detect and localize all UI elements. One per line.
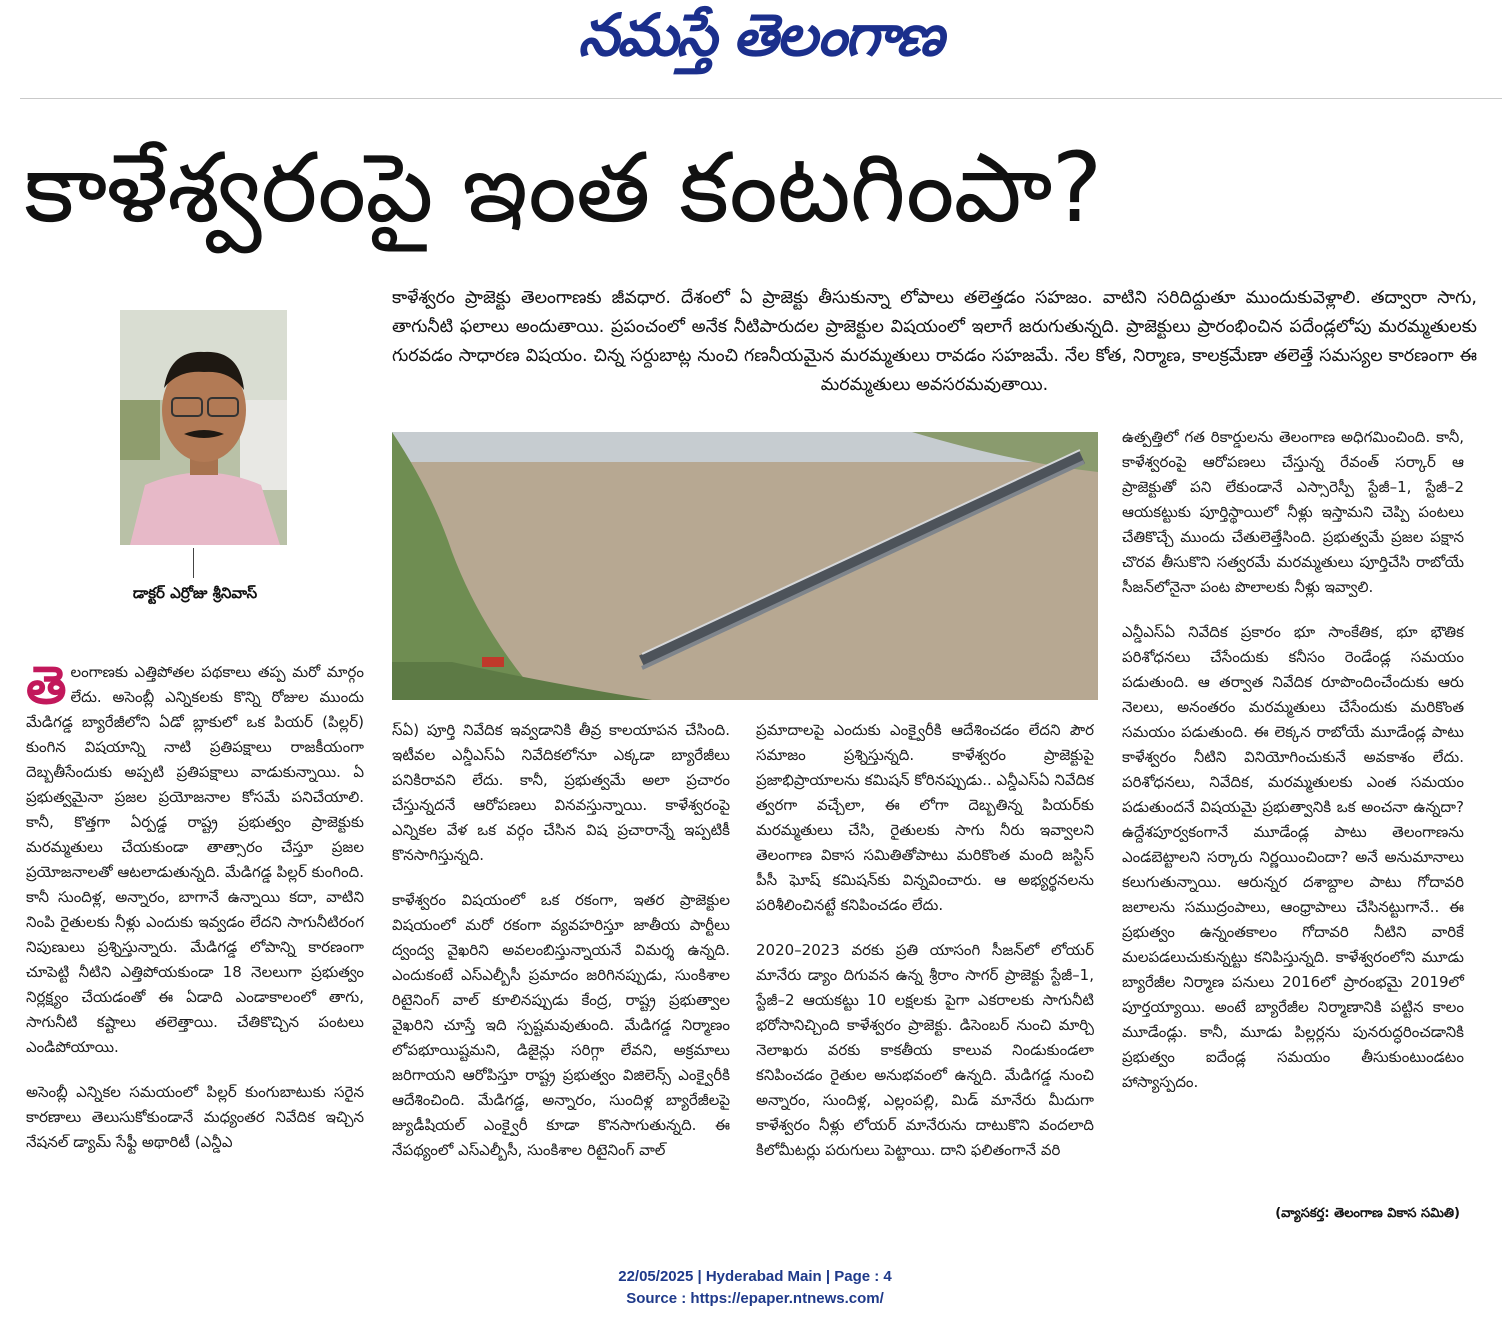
column-4-paragraph-2: ఎన్డీఎస్ఏ నివేదిక ప్రకారం భూ సాంకేతిక, భూ భౌతిక పరిశోధనలు చేసేందుకు కనీసం రెండేండ్ల సమయం పడుతుంది. ఆ తర్వాత నివేదిక రూపొందించేందుకు ఆరు నెలలు, అనంతరం మరమ్మతులు చేసేందుకు మరికొంత సమయం పడుతుంది. ఈ లెక్కన రాబోయే మూడేండ్ల పాటు కాళేశ్వరం నీటిని వినియోగించుకునే అవకాశం లేదు. పరిశోధనలు, నివేదిక, మరమ్మతులకు ఎంత సమయం పడుతుందనే విషయమై ప్రభుత్వానికి ఒక అంచనా ఉన్నదా? ఉద్దేశపూర్వకంగానే మూడేండ్ల పాటు తెలంగాణను ఎండబెట్టాలని సర్కారు నిర్ణయించిందా? అనే అనుమానాలు కలుగుతున్నాయి. ఆరున్నర దశాబ్దాల పాటు గోదావరి జలాలను సముద్రంపాలు, ఆంధ్రాపాలు చేసినట్టుగానే.. ఈ ప్రభుత్వం ఉన్నంతకాలం గోదావరి నీటిని వారికే మలపడలుచుకున్నట్టు కనిపిస్తున్నది. కాళేశ్వరంలోని మూడు బ్యారేజీల నిర్మాణ పనులు 2016లో ప్రారంభమై 2019లో పూర్తయ్యాయి. అంటే బ్యారేజీల నిర్మాణానికి పట్టిన కాలం మూడేండ్లు. కానీ, మూడు పిల్లర్లను పునరుద్ధరించడానికి ప్రభుత్వం ఐదేండ్ల సమయం తీసుకుంటుండటం హాస్యాస్పదం. <box>1122 623 1464 1091</box>
masthead-divider <box>20 98 1502 99</box>
byline-divider <box>193 548 194 578</box>
footer-edition-info: 22/05/2025 | Hyderabad Main | Page : 4 <box>618 1268 892 1285</box>
article-headline: కాళేశ్వరంపై ఇంత కంటగింపా? <box>24 132 1102 244</box>
author-byline: డాక్టర్ ఎర్రోజు శ్రీనివాస్ <box>132 584 258 602</box>
column-2-paragraph-1: స్ఏ) పూర్తి నివేదిక ఇవ్వడానికి తీవ్ర కాలయాపన చేసింది. ఇటీవల ఎన్డీఎస్ఏ నివేదికలోనూ ఎక్కడా బ్యారేజీలు పనికిరావని లేదు. కానీ, ప్రభుత్వమే అలా ప్రచారం చేస్తున్నదనే ఆరోపణలు వినవస్తున్నాయి. కాళేశ్వరంపై ఎన్నికల వేళ ఒక వర్గం చేసిన విష ప్రచారాన్నే ఇప్పటికీ కొనసాగిస్తున్నది. <box>392 721 730 864</box>
column-1-paragraph-1 <box>26 656 364 1060</box>
author-credit: (వ్యాసకర్త: తెలంగాణ వికాస సమితి) <box>1275 1206 1460 1221</box>
column-4-paragraph-1: ఉత్పత్తిలో గత రికార్డులను తెలంగాణ అధిగమించింది. కానీ, కాళేశ్వరంపై ఆరోపణలు చేస్తున్న రేవంత్ సర్కార్ ఆ ప్రాజెక్టుతో పని లేకుండానే ఎస్సారెస్పీ స్టేజీ–1, స్టేజీ–2 ఆయకట్టుకు పూర్తిస్థాయిలో నీళ్లు ఇస్తామని చెప్పి పంటలు చేతికొచ్చే ముందు చేతులెత్తేసింది. ప్రభుత్వమే ప్రజల పక్షాన చొరవ తీసుకొని సత్వరమే మరమ్మతులు పూర్తిచేసి రాబోయే సీజన్‌లోనైనా పంట పొలాలకు నీళ్లు ఇవ్వాలి. <box>1122 428 1464 596</box>
author-photo <box>120 310 287 545</box>
column-2-paragraph-2: కాళేశ్వరం విషయంలో ఒక రకంగా, ఇతర ప్రాజెక్టుల విషయంలో మరో రకంగా వ్యవహరిస్తూ జాతీయ పార్టీలు ద్వంద్వ వైఖరిని అవలంబిస్తున్నాయనే విమర్శ ఉన్నది. ఎందుకంటే ఎస్ఎల్బీసీ ప్రమాదం జరిగినప్పుడు, సుంకిశాల రిటైనింగ్ వాల్ కూలినప్పుడు కేంద్ర, రాష్ట్ర ప్రభుత్వాల వైఖరిని చూస్తే ఇది స్పష్టమవుతుంది. మేడిగడ్డ నిర్మాణం లోపభూయిష్టమని, డిజైన్లు సరిగ్గా లేవని, అక్రమాలు జరిగాయని ఆరోపిస్తూ రాష్ట్ర ప్రభుత్వం విజిలెన్స్ ఎంక్వైరీకి ఆదేశించింది. మేడిగడ్డ, అన్నారం, సుందిళ్ల బ్యారేజీలపై జ్యుడీషియల్ ఎంక్వైరీ కూడా కొనసాగుతున్నది. ఈ నేపథ్యంలో ఎస్ఎల్బీసీ, సుంకిశాల రిటైనింగ్ వాల్ <box>392 891 730 1159</box>
article-standfirst: కాళేశ్వరం ప్రాజెక్టు తెలంగాణకు జీవధార. దేశంలో ఏ ప్రాజెక్టు తీసుకున్నా లోపాలు తలెత్తడం సహజం. వాటిని సరిదిద్దుతూ ముందుకువెళ్లాలి. తద్వారా సాగు, తాగునీటి ఫలాలు అందుతాయి. ప్రపంచంలో అనేక నీటిపారుదల ప్రాజెక్టుల విషయంలో ఇలాగే జరుగుతున్నది. ప్రాజెక్టులు ప్రారంభించిన పదేండ్లలోపు మరమ్మతులకు గురవడం సాధారణ విషయం. చిన్న సర్దుబాట్ల నుంచి గణనీయమైన మరమ్మతులు రావడం సహజమే. నేల కోత, నిర్మాణ, కాలక్రమేణా తలెత్తే సమస్యల కారణంగా ఈ మరమ్మతులు అవసరమవుతాయి. <box>392 288 1477 395</box>
article-column-1 <box>26 656 364 1175</box>
footer-source-link[interactable]: Source : https://epaper.ntnews.com/ <box>626 1290 884 1307</box>
article-column-4 <box>1122 425 1464 1115</box>
article-column-3 <box>756 718 1094 1183</box>
column-1-paragraph-1-text: లంగాణకు ఎత్తిపోతల పథకాలు తప్ప మరో మార్గం లేదు. అసెంబ్లీ ఎన్నికలకు కొన్ని రోజుల ముందు మేడిగడ్డ బ్యారేజీలోని ఏడో బ్లాకులో ఒక పియర్ (పిల్లర్) కుంగిన విషయాన్ని నాటి ప్రతిపక్షాలు రాజకీయంగా దెబ్బతీసేందుకు అప్పటి ప్రతిపక్షాలు వాడుకున్నాయి. ఏ ప్రభుత్వమైనా ప్రజల ప్రయోజనాల కోసమే పనిచేయాలి. కానీ, కొత్తగా ఏర్పడ్డ రాష్ట్ర ప్రభుత్వం ప్రాజెక్టుకు మరమ్మతులు చేయకుండా తాత్సారం చేస్తూ ప్రజల ప్రయోజనాలతో ఆటలాడుతున్నది. మేడిగడ్డ పిల్లర్ కుంగింది. కానీ సుందిళ్ల, అన్నారం, బాగానే ఉన్నాయి కదా, వాటిని నింపి రైతులకు నీళ్లు ఎందుకు ఇవ్వడం లేదని సాగునీటిరంగ నిపుణులు ప్రశ్నిస్తున్నారు. మేడిగడ్డ లోపాన్ని కారణంగా చూపెట్టి నీటిని ఎత్తిపోయకుండా 18 నెలలుగా ప్రభుత్వం నిర్లక్ష్యం చేయడంతో ఈ ఏడాది ఎండాకాలంలో తాగు, సాగునీటి కష్టాలు తలెత్తాయి. చేతికొచ్చిన పంటలు ఎండిపోయాయి. <box>26 663 364 1056</box>
page-footer <box>0 1266 1510 1310</box>
drop-cap: తె <box>26 656 67 716</box>
column-3-paragraph-2: 2020–2023 వరకు ప్రతి యాసంగి సీజన్‌లో లోయర్ మానేరు డ్యాం దిగువన ఉన్న శ్రీరాం సాగర్ ప్రాజెక్టు స్టేజీ–1, స్టేజీ–2 ఆయకట్టు 10 లక్షలకు పైగా ఎకరాలకు సాగునీటి భరోసానిచ్చింది కాళేశ్వరం ప్రాజెక్టు. డిసెంబర్ నుంచి మార్చి నెలాఖరు వరకు కాకతీయ కాలువ నిండుకుండలా కనిపించడం రైతుల అనుభవంలో ఉన్నది. మేడిగడ్డ నుంచి అన్నారం, సుందిళ్ల, ఎల్లంపల్లి, మిడ్ మానేరు మీదుగా కాళేశ్వరం నీళ్లు లోయర్ మానేరును దాటుకొని వందలాది కిలోమీటర్లు పరుగులు పెట్టాయి. దాని ఫలితంగానే వరి <box>756 941 1094 1159</box>
column-1-paragraph-2: అసెంబ్లీ ఎన్నికల సమయంలో పిల్లర్ కుంగుబాటుకు సరైన కారణాలు తెలుసుకోకుండానే మధ్యంతర నివేదిక ఇచ్చిన నేషనల్ డ్యామ్ సేఫ్టీ అథారిటీ (ఎన్డీఎ <box>26 1083 364 1151</box>
newspaper-masthead: నమస్తే తెలంగాణ <box>578 0 942 69</box>
column-3-paragraph-1: ప్రమాదాలపై ఎందుకు ఎంక్వైరీకి ఆదేశించడం లేదని పౌర సమాజం ప్రశ్నిస్తున్నది. కాళేశ్వరం ప్రాజెక్టుపై ప్రజాభిప్రాయాలను కమిషన్ కోరినప్పుడు.. ఎన్డీఎస్ఏ నివేదిక త్వరగా వచ్చేలా, ఈ లోగా దెబ్బతిన్న పియర్‌కు మరమ్మతులు చేసి, రైతులకు సాగు నీరు ఇవ్వాలని తెలంగాణ వికాస సమితితోపాటు మరికొంత మంది జస్టిస్ పీసీ ఘోష్ కమిషన్‌కు విన్నవించారు. ఆ అభ్యర్థనలను పరిశీలించినట్టే కనిపించడం లేదు. <box>756 721 1094 914</box>
article-column-2 <box>392 718 730 1183</box>
barrage-aerial-photo <box>392 432 1098 700</box>
